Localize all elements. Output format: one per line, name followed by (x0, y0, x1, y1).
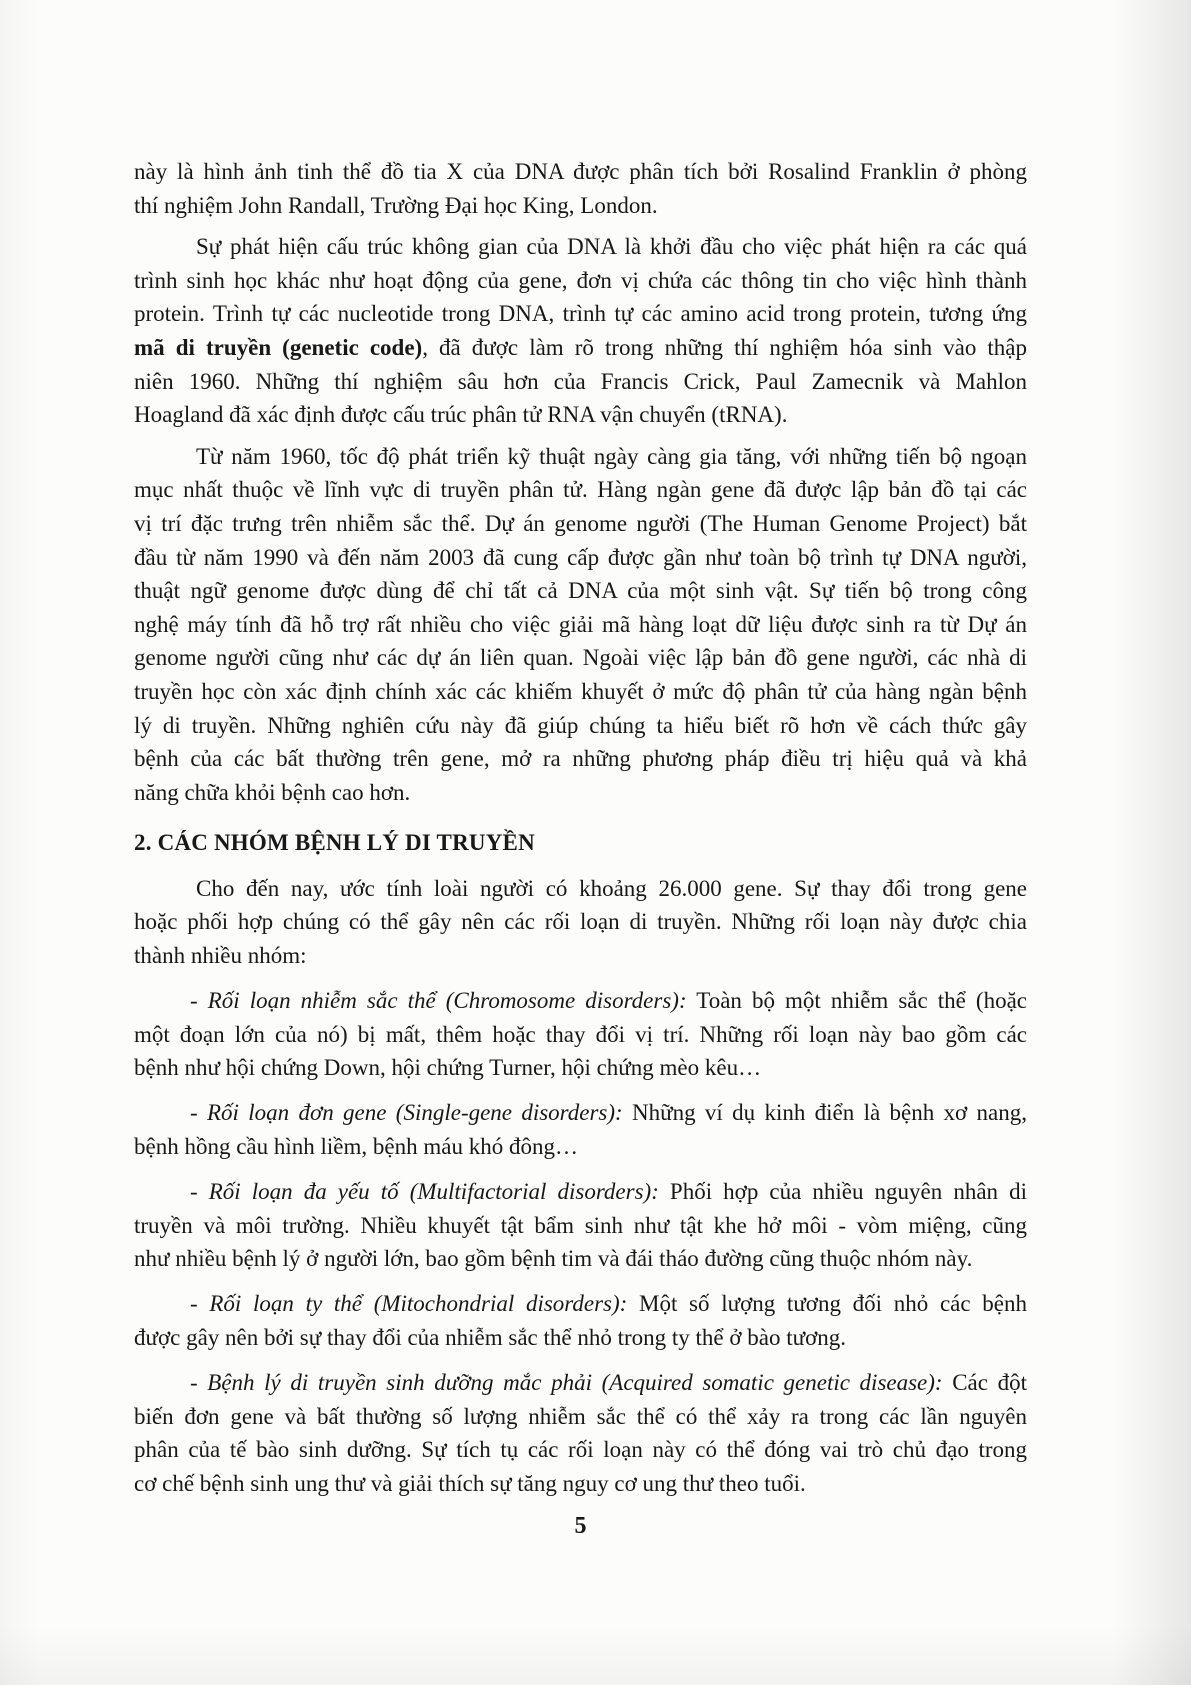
text-line: hoặc phối hợp chúng có thể gây nên các rối loạn di truyền. Những rối loạn này được chia (134, 909, 1027, 935)
text-span: , đã được làm rõ trong những thí nghiệm hóa sinh vào thập (422, 334, 1027, 360)
text-span: Những ví dụ kinh điển là bệnh xơ nang, (622, 1100, 1027, 1126)
text-line: Cho đến nay, ước tính loài người có khoảng 26.000 gene. Sự thay đổi trong gene (196, 875, 1027, 901)
text-span: Các đột (942, 1370, 1027, 1396)
section-heading: 2. CÁC NHÓM BỆNH LÝ DI TRUYỀN (134, 830, 535, 856)
text-line (134, 1366, 1027, 1400)
text-line (134, 331, 1027, 365)
text-line: truyền và môi trường. Nhiều khuyết tật bẩm sinh như tật khe hở môi - vòm miệng, cũng (134, 1212, 1027, 1238)
text-line: năng chữa khỏi bệnh cao hơn. (134, 779, 411, 805)
text-line: phân của tế bào sinh dưỡng. Sự tích tụ các rối loạn này có thể đóng vai trò chủ đạo trong (134, 1437, 1027, 1463)
list-item (134, 984, 1027, 1085)
bold-term: mã di truyền (genetic code) (134, 334, 423, 360)
text-line: này là hình ảnh tinh thể đồ tia X của DNA được phân tích bởi Rosalind Franklin ở phòng (134, 159, 1027, 184)
scan-edge-shadow-right (1111, 0, 1191, 1685)
italic-term: - Rối loạn nhiễm sắc thể (Chromosome disorders): (190, 988, 687, 1014)
text-line: nghệ máy tính đã hỗ trợ rất nhiều cho việc giải mã hàng loạt dữ liệu được sinh ra từ Dự án (134, 611, 1027, 637)
text-line: lý di truyền. Những nghiên cứu này đã giúp chúng ta hiểu biết rõ hơn về cách thức gây (134, 712, 1027, 738)
text-line: mục nhất thuộc về lĩnh vực di truyền phân tử. Hàng ngàn gene đã được lập bản đồ tại các (134, 477, 1027, 503)
text-line: genome người cũng như các dự án liên quan. Ngoài việc lập bản đồ gene người, các nhà di (134, 645, 1027, 671)
scan-edge-shadow-bottom (0, 1625, 1191, 1685)
paragraph (134, 872, 1027, 973)
paragraph (134, 230, 1027, 432)
italic-term: - Bệnh lý di truyền sinh dưỡng mắc phải (Acquired somatic genetic disease): (190, 1370, 943, 1396)
text-line: vị trí đặc trưng trên nhiễm sắc thể. Dự án genome người (The Human Genome Project) bắt (134, 510, 1027, 536)
text-line: biến đơn gene và bất thường số lượng nhiễm sắc thể có thể xảy ra trong các lần nguyên (134, 1403, 1027, 1429)
text-line (134, 1287, 1027, 1321)
text-line: bệnh của các bất thường trên gene, mở ra những phương pháp điều trị hiệu quả và khả (134, 746, 1027, 772)
italic-term: - Rối loạn đơn gene (Single-gene disorders): (190, 1100, 623, 1126)
text-span: Toàn bộ một nhiễm sắc thể (hoặc (686, 988, 1027, 1014)
paragraph (134, 440, 1027, 810)
text-span: Một số lượng tương đối nhỏ các bệnh (627, 1291, 1027, 1317)
scan-edge-shadow-left (0, 0, 40, 1685)
italic-term: - Rối loạn đa yếu tố (Multifactorial disorders): (190, 1179, 659, 1205)
text-line (134, 1096, 1027, 1130)
text-line: bệnh như hội chứng Down, hội chứng Turner, hội chứng mèo kêu… (134, 1055, 762, 1081)
text-line: như nhiều bệnh lý ở người lớn, bao gồm bệnh tim và đái tháo đường cũng thuộc nhóm này. (134, 1246, 973, 1272)
text-line: truyền học còn xác định chính xác các khiếm khuyết ở mức độ phân tử của hàng ngàn bệnh (134, 678, 1027, 704)
text-line: bệnh hồng cầu hình liềm, bệnh máu khó đông… (134, 1134, 578, 1160)
text-line: niên 1960. Những thí nghiệm sâu hơn của Francis Crick, Paul Zamecnik và Mahlon (134, 368, 1027, 394)
text-line: Hoagland đã xác định được cấu trúc phân tử RNA vận chuyển (tRNA). (134, 402, 788, 428)
text-line: trình sinh học khác như hoạt động của gene, đơn vị chứa các thông tin cho việc hình thành (134, 267, 1027, 293)
text-line: đầu từ năm 1990 và đến năm 2003 đã cung cấp được gần như toàn bộ trình tự DNA người, (134, 544, 1027, 570)
text-line: thuật ngữ genome được dùng để chỉ tất cả DNA của một sinh vật. Sự tiến bộ trong công (134, 578, 1027, 604)
text-line: thành nhiều nhóm: (134, 943, 307, 969)
text-line: được gây nên bởi sự thay đổi của nhiễm sắc thể nhỏ trong ty thể ở bào tương. (134, 1325, 847, 1350)
text-line (134, 1175, 1027, 1209)
list-item (134, 1096, 1027, 1163)
list-item (134, 1287, 1027, 1354)
text-line: Từ năm 1960, tốc độ phát triển kỹ thuật ngày càng gia tăng, với những tiến bộ ngoạn (196, 443, 1027, 469)
list-item (134, 1366, 1027, 1500)
list-item (134, 1175, 1027, 1276)
text-line: thí nghiệm John Randall, Trường Đại học King, London. (134, 192, 658, 218)
page-number: 5 (574, 1513, 587, 1539)
text-line: Sự phát hiện cấu trúc không gian của DNA là khởi đầu cho việc phát hiện ra các quá (196, 234, 1027, 260)
paragraph (134, 155, 1027, 222)
page-body (134, 155, 1027, 1500)
text-line (134, 984, 1027, 1018)
text-line: protein. Trình tự các nucleotide trong DNA, trình tự các amino acid trong protein, tương ứng (134, 301, 1027, 327)
text-line: một đoạn lớn của nó) bị mất, thêm hoặc thay đổi vị trí. Những rối loạn này bao gồm các (134, 1021, 1027, 1047)
text-span: Phối hợp của nhiều nguyên nhân di (658, 1179, 1028, 1205)
text-line: cơ chế bệnh sinh ung thư và giải thích sự tăng nguy cơ ung thư theo tuổi. (134, 1470, 806, 1496)
italic-term: - Rối loạn ty thể (Mitochondrial disorders): (190, 1291, 628, 1317)
